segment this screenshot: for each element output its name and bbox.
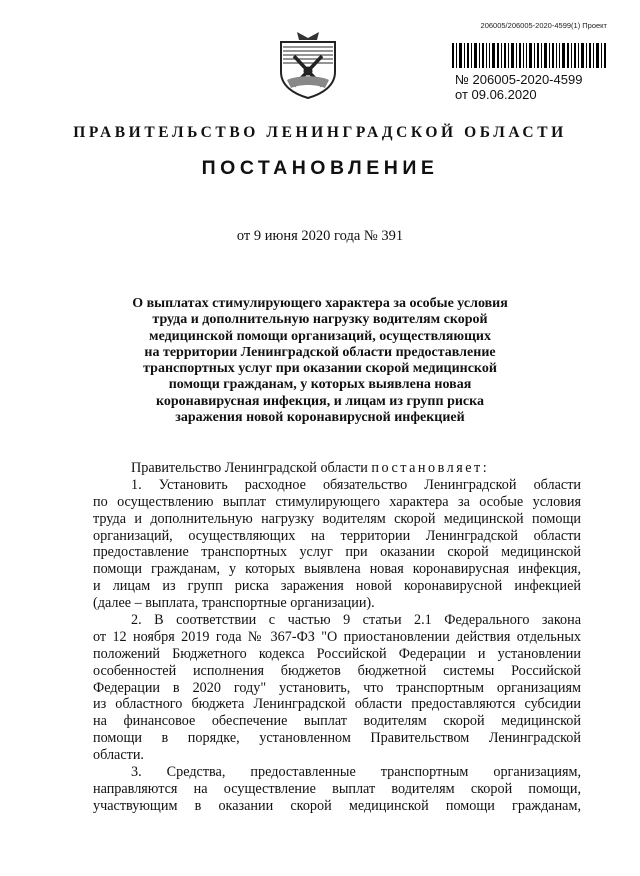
preamble-text: Правительство Ленинградской области <box>131 460 368 476</box>
body-line: организаций, осуществляющих на территории Ленинградской области <box>93 527 581 544</box>
decree-date-number: от 9 июня 2020 года № 391 <box>236 228 404 244</box>
title-line: заражения новой коронавирусной инфекцией <box>175 410 465 426</box>
project-mark: 206005/206005-2020-4599(1) Проект <box>480 21 607 30</box>
title-line: медицинской помощи организаций, осуществляющих <box>149 328 491 344</box>
title-line: О выплатах стимулирующего характера за особые условия <box>132 296 508 311</box>
body-line: особенностей исполнения бюджетов бюджетной системы Российской <box>93 662 581 679</box>
body-line: Федерации в 2020 году" установить, что транспортным организациям <box>93 679 581 696</box>
body-line: по осуществлению выплат стимулирующего характера за особые условия <box>93 493 581 510</box>
body-line: на финансовое обеспечение выплат водителям скорой медицинской <box>93 713 581 730</box>
title-line: коронавирусная инфекция, и лицам из групп риска <box>156 393 484 409</box>
government-name: ПРАВИТЕЛЬСТВО ЛЕНИНГРАДСКОЙ ОБЛАСТИ <box>73 124 567 141</box>
body-line: помощи в порядке, установленном Правительством Ленинградской <box>93 730 581 747</box>
barcode-icon <box>452 43 606 68</box>
coat-of-arms-icon <box>277 28 339 100</box>
body-line: области. <box>93 747 144 764</box>
body-line: (далее – выплата, транспортные организации). <box>93 595 375 612</box>
title-line: помощи гражданам, у которых выявлена новая <box>168 377 472 393</box>
body-line: 3. Средства, предоставленные транспортным организациям, <box>131 764 581 781</box>
preamble <box>93 460 581 477</box>
body-line: участвующим в оказании скорой медицинской помощи гражданам, <box>93 797 581 814</box>
body-line: помощи гражданам, у которых выявлена новая коронавирусная инфекция, <box>93 561 581 578</box>
registration-block <box>455 72 582 102</box>
body-line: и лицам из групп риска заражения новой коронавирусной инфекцией <box>93 578 581 595</box>
body-line: 2. В соответствии с частью 9 статьи 2.1 Федерального закона <box>131 612 581 629</box>
body-line: направляются на осуществление выплат водителям скорой помощи, <box>93 780 581 797</box>
body-line: труда и дополнительную нагрузку водителям скорой медицинской помощи <box>93 510 581 527</box>
decree-body <box>93 460 581 815</box>
body-line: предоставление транспортных услуг при оказании скорой медицинской <box>93 544 581 561</box>
title-line: на территории Ленинградской области предоставление <box>144 344 496 360</box>
decree-title <box>100 296 540 426</box>
title-line: труда и дополнительную нагрузку водителям скорой <box>152 312 488 328</box>
body-line: 1. Установить расходное обязательство Ленинградской области <box>131 476 581 493</box>
body-line: из областного бюджета Ленинградской области предоставляются субсидии <box>93 696 581 713</box>
preamble-verb: постановляет: <box>371 460 490 476</box>
title-line: транспортных услуг при оказании скорой медицинской <box>143 361 497 377</box>
document-type: ПОСТАНОВЛЕНИЕ <box>201 157 439 179</box>
registration-date: от 09.06.2020 <box>455 87 537 102</box>
registration-number: № 206005-2020-4599 <box>455 72 583 87</box>
body-line: положений Бюджетного кодекса Российской Федерации и установлении <box>93 645 581 662</box>
body-line: от 12 ноября 2019 года № 367-ФЗ "О приостановлении действия отдельных <box>93 628 581 645</box>
